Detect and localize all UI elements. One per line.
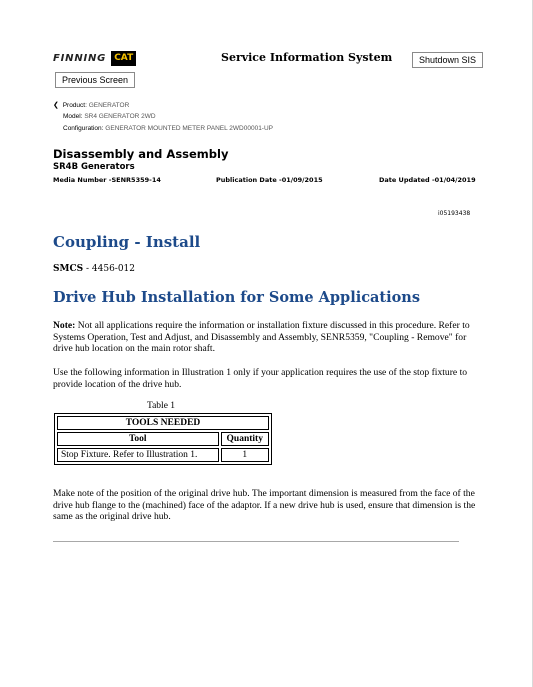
configuration-row bbox=[63, 125, 273, 132]
product-value: GENERATOR bbox=[88, 102, 130, 109]
table-row bbox=[57, 448, 269, 462]
document-subtitle: SR4B Generators bbox=[53, 162, 135, 172]
smcs-value: - 4456-012 bbox=[83, 264, 136, 274]
use-paragraph: Use the following information in Illustration 1 only if your application requires the use of the stop fixture to provide location of the drive hub. bbox=[53, 367, 468, 390]
cat-logo-mark: CAT bbox=[111, 51, 136, 66]
finning-cat-logo bbox=[53, 51, 136, 66]
shutdown-sis-button[interactable]: Shutdown SIS bbox=[412, 52, 483, 68]
smcs-label: SMCS bbox=[53, 264, 84, 274]
column-header-quantity: Quantity bbox=[221, 432, 269, 446]
tools-table bbox=[54, 413, 272, 465]
previous-screen-button[interactable]: Previous Screen bbox=[55, 72, 135, 88]
system-title: Service Information System bbox=[221, 51, 393, 64]
note-paragraph bbox=[53, 320, 483, 355]
model-value: SR4 GENERATOR 2WD bbox=[84, 113, 156, 120]
note-text: Not all applications require the information or installation fixture discussed in this procedure. Refer to Systems Operation, Test and Adjust, and Disassembly and Assembly, SENR5359, "Coupling - Remove" for drive hub location on the main rotor shaft. bbox=[53, 320, 470, 355]
smcs-code bbox=[53, 264, 135, 274]
product-row bbox=[53, 101, 129, 109]
product-label: Product: bbox=[62, 102, 87, 109]
image-id: i05193438 bbox=[438, 210, 471, 217]
page-title: Coupling - Install bbox=[53, 233, 201, 251]
logo-wordmark: FINNING bbox=[53, 53, 107, 64]
model-row bbox=[63, 113, 156, 120]
quantity-cell: 1 bbox=[221, 448, 269, 462]
tool-cell: Stop Fixture. Refer to Illustration 1. bbox=[57, 448, 219, 462]
configuration-value: GENERATOR MOUNTED METER PANEL 2WD00001-UP bbox=[105, 125, 274, 132]
content-divider bbox=[53, 541, 459, 542]
section-heading: Disassembly and Assembly bbox=[53, 147, 229, 161]
drive-hub-paragraph: Make note of the position of the original drive hub. The important dimension is measured from the face of the drive hub flange to the (machined) face of the adaptor. If a new drive hub is used, ensure that dimension is the same as the original drive hub. bbox=[53, 488, 476, 523]
table-caption: Table 1 bbox=[146, 401, 176, 411]
back-chevron-icon[interactable]: ❮ bbox=[53, 102, 59, 109]
table-header: TOOLS NEEDED bbox=[57, 416, 269, 430]
procedure-heading: Drive Hub Installation for Some Applications bbox=[53, 289, 421, 306]
date-updated: Date Updated -01/04/2019 bbox=[379, 176, 476, 184]
model-label: Model: bbox=[63, 113, 83, 120]
media-number: Media Number -SENR5359-14 bbox=[53, 176, 161, 184]
configuration-label: Configuration: bbox=[63, 125, 104, 132]
column-header-tool: Tool bbox=[57, 432, 219, 446]
note-label: Note: bbox=[53, 320, 76, 331]
publication-date: Publication Date -01/09/2015 bbox=[216, 176, 323, 184]
